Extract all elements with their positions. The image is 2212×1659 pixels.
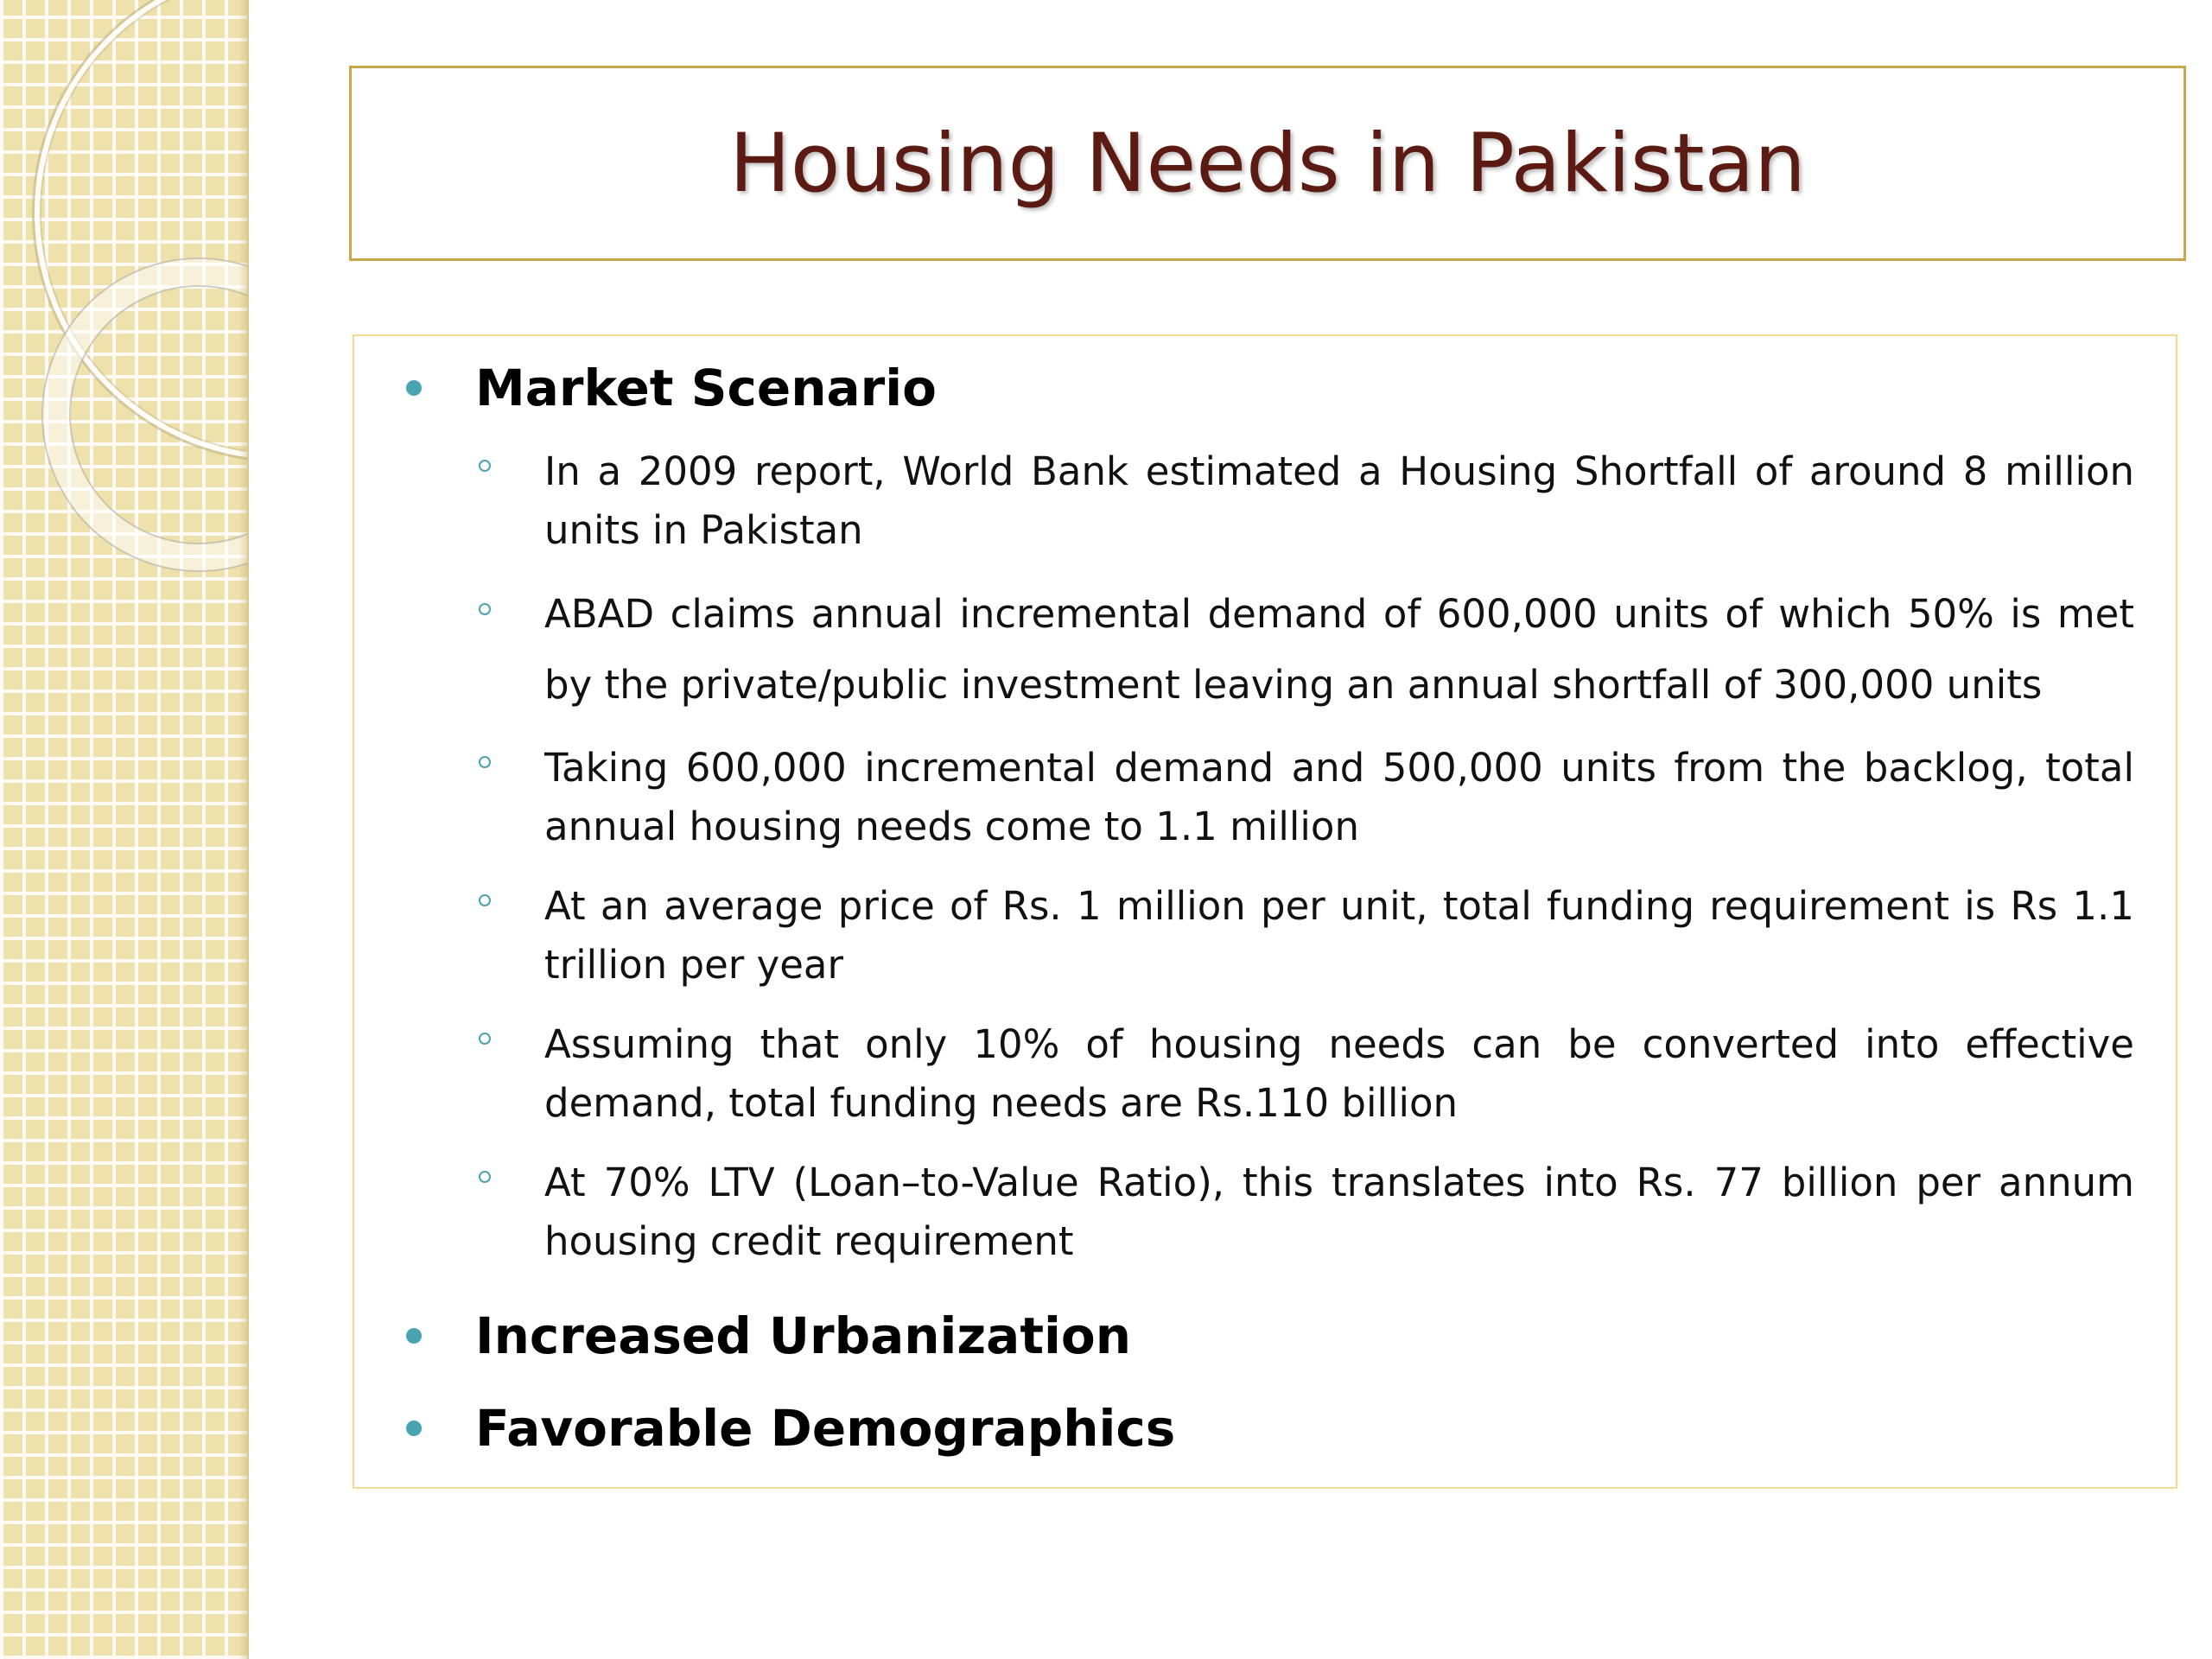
slide-title: Housing Needs in Pakistan	[729, 116, 1806, 211]
sub-bullet-text: ABAD claims annual incremental demand of 600,000 units of which 50% is met by the private/public investment leaving an annual shortfall of 300,000 units	[544, 591, 2134, 708]
sub-bullet-ring-icon	[479, 756, 491, 768]
sub-bullet-ring-icon	[479, 603, 491, 615]
bullet-increased-urbanization	[406, 1306, 1131, 1365]
bullet-dot-icon	[406, 380, 422, 396]
bullet-heading: Increased Urbanization	[475, 1306, 1132, 1365]
sub-bullet-text: Assuming that only 10% of housing needs can be converted into effective demand, total funding needs are Rs.110 billion	[544, 1021, 2134, 1126]
sub-bullet-text: Taking 600,000 incremental demand and 500,000 units from the backlog, total annual housing needs come to 1.1 million	[544, 745, 2134, 849]
sub-bullet-ring-icon	[479, 1033, 491, 1045]
bullet-dot-icon	[406, 1421, 422, 1436]
sub-bullet-ring-icon	[479, 894, 491, 906]
sub-bullet-ring-icon	[479, 1171, 491, 1183]
side-strip-edge	[238, 0, 247, 1659]
bullet-favorable-demographics	[406, 1399, 1175, 1458]
sub-bullet-text: At 70% LTV (Loan–to-Value Ratio), this translates into Rs. 77 billion per annum housing credit requirement	[544, 1160, 2134, 1264]
bullet-heading: Market Scenario	[475, 359, 937, 417]
sub-bullet-text: In a 2009 report, World Bank estimated a Housing Shortfall of around 8 million units in Pakistan	[544, 448, 2134, 553]
bullet-dot-icon	[406, 1328, 422, 1344]
decorative-side-strip	[0, 0, 249, 1659]
sub-bullet-text: At an average price of Rs. 1 million per unit, total funding requirement is Rs 1.1 trillion per year	[544, 883, 2134, 988]
bullet-heading: Favorable Demographics	[475, 1399, 1176, 1458]
slide-content-box	[353, 334, 2177, 1489]
slide-title-box	[349, 66, 2186, 261]
sub-bullet-ring-icon	[479, 460, 491, 472]
bullet-market-scenario	[406, 359, 937, 417]
